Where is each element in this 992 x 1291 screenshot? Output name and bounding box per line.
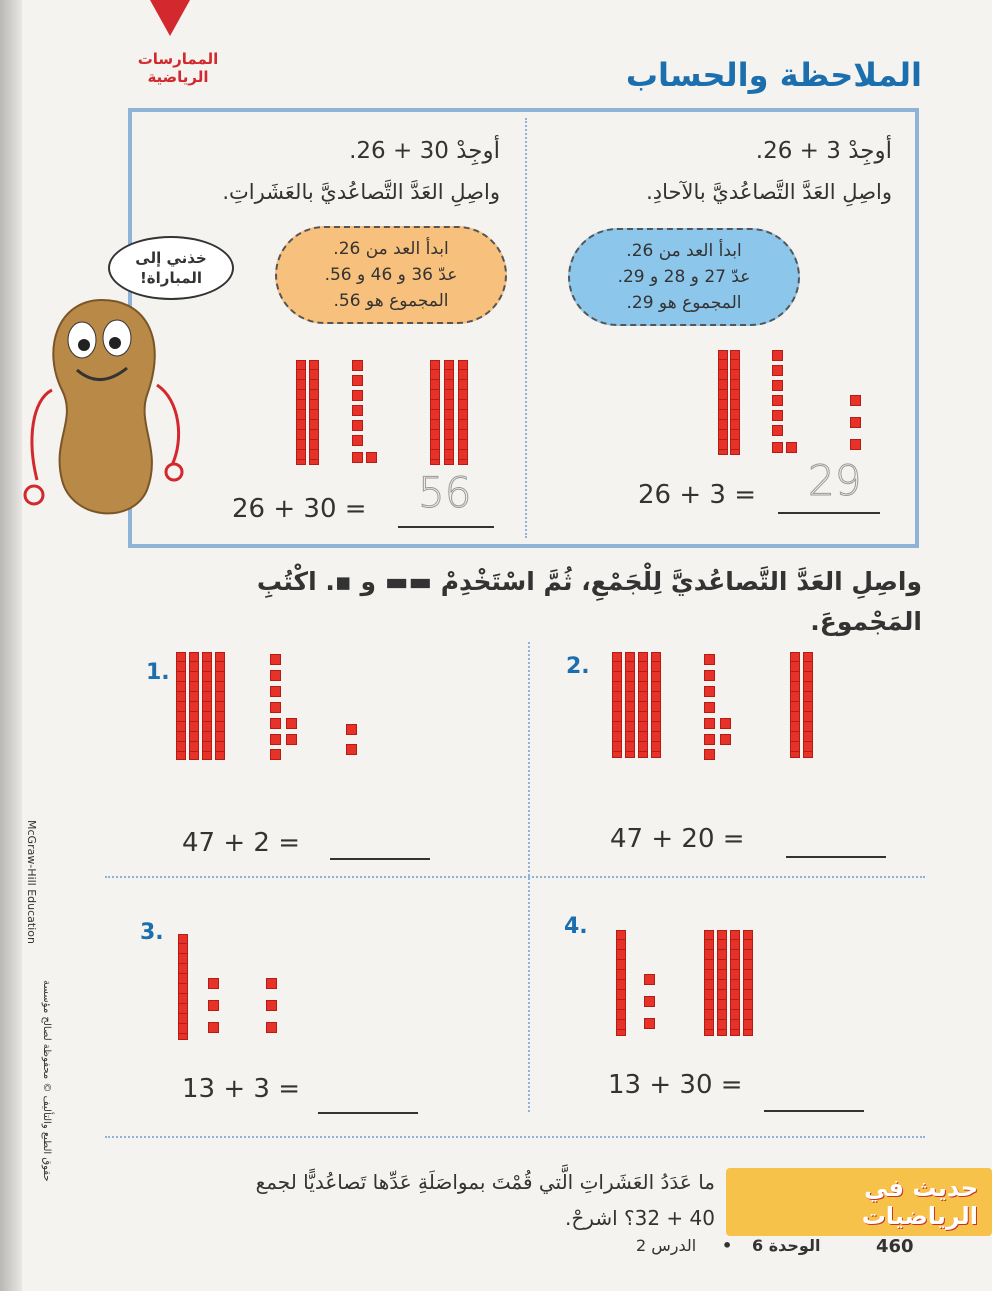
problem-number: 1. [146,660,170,685]
tens-rod [612,652,622,758]
ones-cube [270,670,281,681]
tens-rod [803,652,813,758]
left-example-equation: 26 + 30 = [232,494,367,524]
page-number: 460 [876,1236,914,1257]
cloud-line: المجموع هو 29. [626,293,742,313]
ones-cube [208,978,219,989]
tens-rod [717,930,727,1036]
ones-cube [772,380,783,391]
tens-rod [730,930,740,1036]
ones-cube [772,410,783,421]
ones-cube [704,686,715,697]
example-divider [525,118,527,538]
ones-cube [286,734,297,745]
instruction-line2: المَجْموعَ. [810,607,922,636]
problem-answer-line[interactable] [764,1110,864,1112]
ones-cube [644,1018,655,1029]
math-talk-question-line2: 40 + 32؟ اشرحْ. [565,1206,715,1230]
tens-rod [704,930,714,1036]
ones-cube [786,442,797,453]
problem-2-blocks [612,652,822,764]
ones-cube [366,452,377,463]
tens-rod [458,360,468,465]
ones-cube [352,435,363,446]
cloud-line: عدّ 36 و 46 و 56. [324,265,458,285]
answer-line [398,526,494,528]
ones-cube [352,390,363,401]
tens-rod [651,652,661,758]
footer-lesson: الدرس 2 [636,1236,697,1255]
ones-cube [208,1000,219,1011]
tens-rod [730,350,740,455]
problem-answer-line[interactable] [318,1112,418,1114]
left-example-cloud [275,226,507,324]
ones-cube [270,734,281,745]
tens-rod [718,350,728,455]
problems-horizontal-divider [105,876,925,878]
bubble-line2: المباراة! [139,269,203,287]
practices-line2: الرياضية [147,68,209,86]
publisher-credit: McGraw-Hill Education [25,820,38,944]
problem-equation: 13 + 3 = [182,1074,300,1104]
tens-rod [215,652,225,760]
instruction-line1: واصِلِ العَدَّ التَّصاعُديَّ لِلْجَمْعِ، ثُمَّ اسْتَخْدِمْ ▬▬ و ▪. اكْتُبِ [256,567,922,596]
ones-cube [266,1022,277,1033]
copyright-notice: حقوق الطبع والتأليف © محفوظة لصالح مؤسسة [41,980,52,1182]
page-heading: الملاحظة والحساب [625,56,922,94]
ones-cube [850,417,861,428]
footer-unit: الوحدة 6 [752,1236,821,1255]
practices-line1: الممارسات [137,50,219,68]
tens-rod [430,360,440,465]
answer-line [778,512,880,514]
exercise-instruction [222,562,922,642]
tens-rod [638,652,648,758]
problem-3-blocks [178,934,288,1044]
math-talk-label: حديث في الرياضيات [726,1168,992,1236]
right-example-equation: 26 + 3 = [638,480,756,510]
problem-answer-line[interactable] [330,858,430,860]
cloud-line: عدّ 27 و 28 و 29. [617,267,751,287]
ones-cube [850,395,861,406]
ones-cube [704,734,715,745]
ones-cube [270,718,281,729]
ones-cube [772,425,783,436]
left-example-blocks [296,360,496,470]
ones-cube [270,654,281,665]
tens-rod [743,930,753,1036]
footer-separator: • [722,1236,733,1255]
right-example-prompt: أوجِدْ 3 + 26. [755,138,892,164]
ones-cube [346,724,357,735]
problem-answer-line[interactable] [786,856,886,858]
ones-cube [208,1022,219,1033]
bubble-line1: خذني إلى [135,249,207,267]
math-practices-label [128,50,228,86]
tens-rod [790,652,800,758]
tens-rod [444,360,454,465]
right-example-answer: 29 [808,456,862,505]
left-example-answer: 56 [418,468,472,517]
ones-cube [270,749,281,760]
problem-equation: 13 + 30 = [608,1070,743,1100]
ones-cube [704,670,715,681]
problem-number: 4. [564,914,588,939]
problem-4-blocks [616,930,766,1040]
right-example-instruction: واصِلِ العَدَّ التَّصاعُديَّ بالآحادِ. [646,180,892,204]
down-arrow-icon [150,0,190,36]
ones-cube [346,744,357,755]
ones-cube [352,360,363,371]
cloud-line: المجموع هو 56. [333,291,449,311]
problem-number: 3. [140,920,164,945]
ones-cube [850,439,861,450]
ones-cube [720,734,731,745]
tens-rod [176,652,186,760]
left-example-instruction: واصِلِ العَدَّ التَّصاعُديَّ بالعَشَراتِ. [222,180,500,204]
ones-cube [772,350,783,361]
problem-1-blocks [176,652,366,764]
cloud-line: ابدأ العد من 26. [626,241,742,261]
math-talk-question-line1: ما عَدَدُ العَشَراتِ الَّتي قُمْتَ بمواصَلَةِ عَدِّها تَصاعُديًّا لجمع [255,1170,715,1194]
ones-cube [704,749,715,760]
right-example-cloud [568,228,800,326]
ones-cube [772,442,783,453]
problem-equation: 47 + 2 = [182,828,300,858]
ones-cube [772,365,783,376]
ones-cube [286,718,297,729]
book-spine [0,0,22,1291]
ones-cube [644,974,655,985]
tens-rod [178,934,188,1040]
ones-cube [704,718,715,729]
ones-cube [352,452,363,463]
ones-cube [266,1000,277,1011]
problem-number: 2. [566,654,590,679]
ones-cube [704,702,715,713]
ones-cube [352,420,363,431]
tens-rod [309,360,319,465]
tens-rod [202,652,212,760]
tens-rod [616,930,626,1036]
cloud-line: ابدأ العد من 26. [333,239,449,259]
example-frame [128,108,919,548]
ones-cube [772,395,783,406]
tens-rod [296,360,306,465]
ones-cube [352,405,363,416]
ones-cube [352,375,363,386]
tens-rod [625,652,635,758]
peanut-mascot-icon [22,290,192,530]
ones-cube [270,702,281,713]
right-example-blocks [718,350,878,460]
problems-bottom-divider [105,1136,925,1138]
ones-cube [720,718,731,729]
ones-cube [704,654,715,665]
tens-rod [189,652,199,760]
ones-cube [644,996,655,1007]
left-example-prompt: أوجِدْ 30 + 26. [349,138,500,164]
ones-cube [266,978,277,989]
problem-equation: 47 + 20 = [610,824,745,854]
ones-cube [270,686,281,697]
